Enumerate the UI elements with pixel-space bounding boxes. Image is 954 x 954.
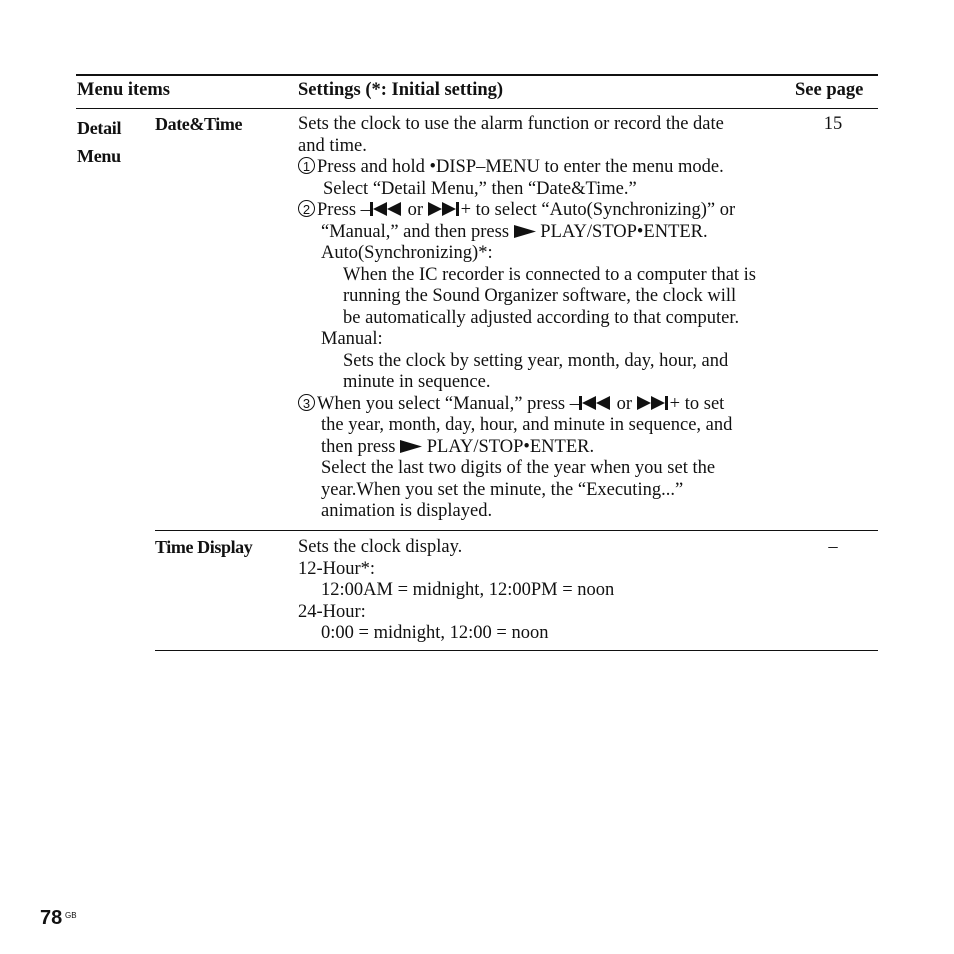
date-time-description	[298, 114, 798, 523]
desc-line: 12:00AM = midnight, 12:00PM = noon	[321, 580, 615, 600]
play-icon	[514, 225, 536, 238]
see-page-time-display: –	[828, 537, 838, 557]
desc-line: Select “Detail Menu,” then “Date&Time.”	[323, 178, 637, 199]
header-see-page: See page	[795, 80, 864, 100]
desc-line: “Manual,” and then press PLAY/STOP•ENTER.	[321, 221, 708, 242]
desc-line: Sets the clock display.	[298, 537, 463, 557]
desc-line: 24-Hour:	[298, 601, 366, 622]
desc-line: minute in sequence.	[343, 372, 491, 392]
desc-line: Auto(Synchronizing)*:	[321, 243, 493, 263]
page-region-suffix: GB	[65, 911, 77, 920]
desc-line: and time.	[298, 135, 367, 156]
category-detail-menu	[77, 114, 121, 170]
next-track-icon	[428, 202, 461, 216]
previous-track-icon	[579, 396, 612, 410]
step-number-3: 3	[298, 394, 315, 411]
desc-line: 12-Hour*:	[298, 558, 376, 579]
desc-line: Sets the clock by setting year, month, day, hour, and	[343, 350, 729, 371]
step-2: 2 Press – or + to select “Auto(Synchronizing)” or	[298, 200, 798, 222]
desc-line: then press PLAY/STOP•ENTER.	[321, 436, 595, 457]
category-line-2: Menu	[77, 146, 121, 166]
time-display-description	[298, 537, 798, 645]
desc-line: running the Sound Organizer software, the clock will	[343, 286, 737, 306]
item-time-display: Time Display	[155, 537, 253, 557]
desc-line: animation is displayed.	[321, 501, 493, 521]
desc-line: year.When you set the minute, the “Executing...”	[321, 479, 684, 500]
desc-line: 0:00 = midnight, 12:00 = noon	[321, 623, 549, 643]
step-3: 3 When you select “Manual,” press – or + to set	[298, 394, 798, 416]
table-bottom-rule	[155, 650, 878, 651]
desc-line: Manual:	[321, 329, 383, 349]
header-settings: Settings (*: Initial setting)	[298, 80, 504, 100]
desc-line: the year, month, day, hour, and minute in sequence, and	[321, 415, 733, 435]
previous-track-icon	[370, 202, 403, 216]
next-track-icon	[637, 396, 670, 410]
desc-line: Sets the clock to use the alarm function or record the date	[298, 114, 724, 134]
step-number-1: 1	[298, 157, 315, 174]
play-icon	[400, 440, 422, 453]
page-number: 78	[40, 907, 63, 929]
desc-line: When the IC recorder is connected to a computer that is	[343, 264, 757, 285]
category-line-1: Detail	[77, 118, 122, 138]
row-divider	[155, 530, 878, 531]
desc-line: Select the last two digits of the year when you set the	[321, 458, 716, 478]
step-number-2: 2	[298, 200, 315, 217]
header-rule	[76, 108, 878, 109]
item-date-time: Date&Time	[155, 114, 243, 134]
see-page-date-time: 15	[823, 114, 843, 134]
table-top-rule	[76, 74, 878, 76]
header-menu-items: Menu items	[77, 80, 170, 100]
step-1: 1 Press and hold •DISP–MENU to enter the menu mode.	[298, 157, 798, 179]
desc-line: be automatically adjusted according to that computer.	[343, 307, 740, 328]
